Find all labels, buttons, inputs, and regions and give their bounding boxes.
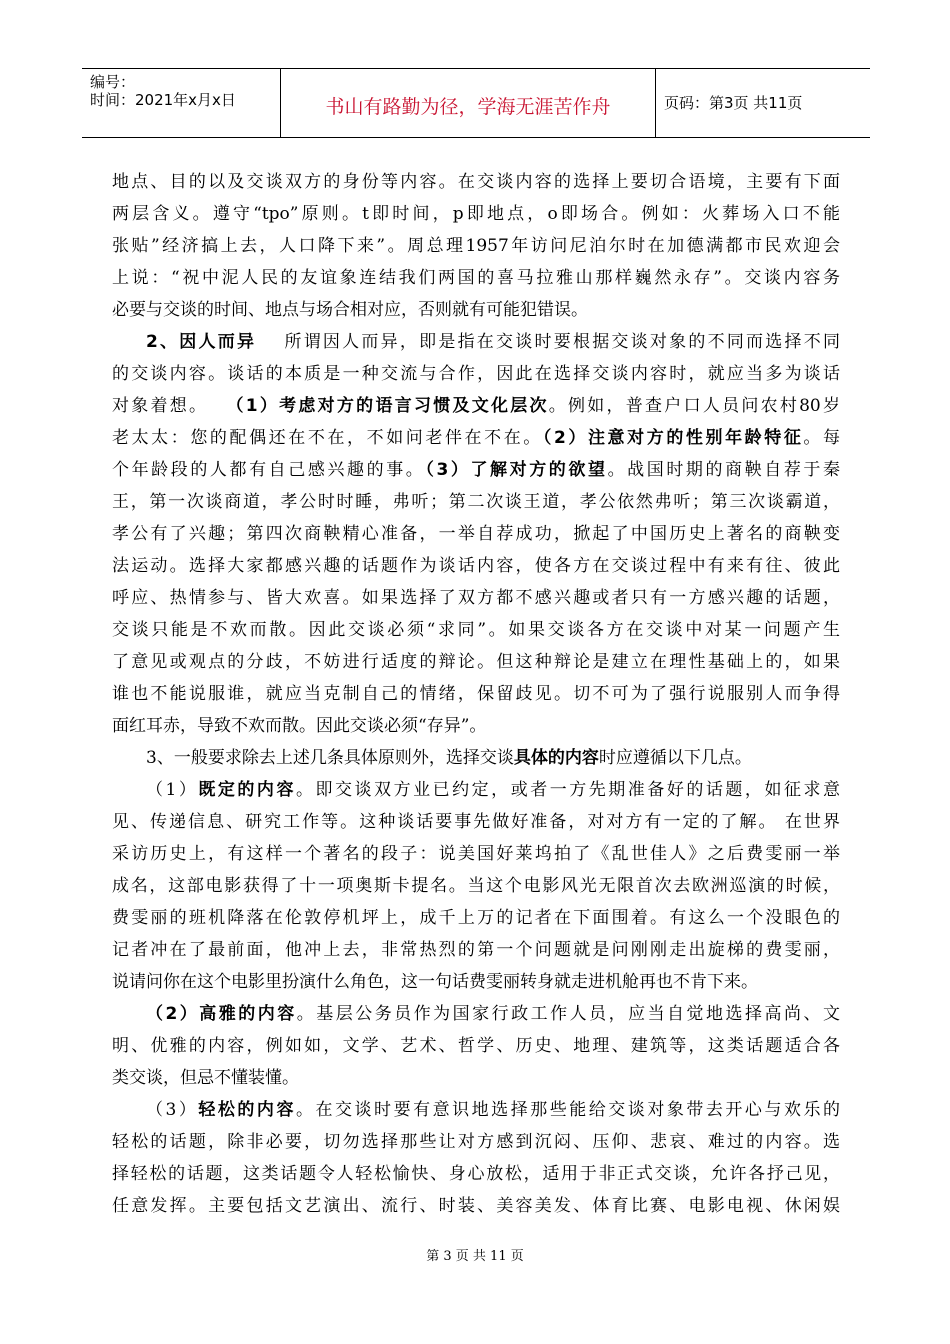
body-line: 上说：“祝中泥人民的友谊象连结我们两国的喜马拉雅山那样巍然永存”。交谈内容务 <box>112 268 840 288</box>
section-2-line <box>146 328 840 356</box>
body-line: 任意发挥。主要包括文艺演出、流行、时装、美容美发、体育比赛、电影电视、休闲娱 <box>112 1196 840 1216</box>
body-line: 法运动。选择大家都感兴趣的话题作为谈话内容，使各方在交谈过程中有来有往、彼此 <box>112 556 840 576</box>
section-2-text: 所谓因人而异，即是指在交谈时要根据交谈对象的不同而选择不同 <box>282 332 840 352</box>
point-language-habits: （1）考虑对方的语言习惯及文化层次 <box>224 396 549 416</box>
body-line: 交谈只能是不欢而散。因此交谈必须“求同”。如果交谈各方在交谈中对某一问题产生 <box>112 620 840 640</box>
body-line: 谁也不能说服谁，就应当克制自己的情绪，保留歧见。切不可为了强行说服别人而争得 <box>112 684 840 704</box>
body-line: 地点、目的以及交谈双方的身份等内容。在交谈内容的选择上要切合语境，主要有下面 <box>112 172 840 192</box>
subpoint-2-line: （2）高雅的内容。基层公务员作为国家行政工作人员，应当自觉地选择高尚、文 <box>146 1004 840 1024</box>
body-line: 的交谈内容。谈话的本质是一种交流与合作，因此在选择交谈内容时，就应当多为谈话 <box>112 364 840 384</box>
body-line: 孝公有了兴趣；第四次商鞅精心准备，一举自荐成功，掀起了中国历史上著名的商鞅变 <box>112 524 840 544</box>
body-line: 费雯丽的班机降落在伦敦停机坪上，成千上万的记者在下面围着。有这么一个没眼色的 <box>112 908 840 928</box>
document-number-label: 编号： <box>90 73 136 91</box>
section-3-line: 3、一般要求除去上述几条具体原则外，选择交谈具体的内容时应遵循以下几点。 <box>146 748 752 768</box>
body-line: 王，第一次谈商道，孝公时时睡，弗听；第二次谈王道，孝公依然弗听；第三次谈霸道， <box>112 492 840 512</box>
body-line: 见、传递信息、研究工作等。这种谈话要事先做好准备，对对方有一定的了解。 在世界 <box>112 812 840 832</box>
body-line: 成名，这部电影获得了十一项奥斯卡提名。当这个电影风光无限首次去欧洲巡演的时候， <box>112 876 840 896</box>
specific-content-term: 具体的内容 <box>513 748 599 768</box>
body-line: 轻松的话题，除非必要，切勿选择那些让对方感到沉闷、压仰、悲哀、难过的内容。选 <box>112 1132 840 1152</box>
subpoint-2-heading: （2）高雅的内容 <box>146 1004 297 1024</box>
body-line: 面红耳赤，导致不欢而散。因此交谈必须“存异”。 <box>112 716 487 736</box>
subpoint-3-line: （3）轻松的内容。在交谈时要有意识地选择那些能给交谈对象带去开心与欢乐的 <box>146 1100 840 1120</box>
point-gender-age: （2）注意对方的性别年龄特征 <box>542 428 804 448</box>
header-motto: 书山有路勤为径，学海无涯苦作舟 <box>325 96 611 118</box>
body-line: 说请问你在这个电影里扮演什么角色，这一句话费雯丽转身就走进机舱再也不肯下来。 <box>112 972 758 992</box>
body-line: 类交谈，但忌不懂装懂。 <box>112 1068 299 1088</box>
body-line: 记者冲在了最前面，他冲上去，非常热烈的第一个问题就是问刚刚走出旋梯的费雯丽， <box>112 940 840 960</box>
body-line: 呼应、热情参与、皆大欢喜。如果选择了双方都不感兴趣或者只有一方感兴趣的话题， <box>112 588 840 608</box>
body-line: 对象着想。 （1）考虑对方的语言习惯及文化层次。例如，普查户口人员问农村80岁 <box>112 396 840 416</box>
section-2-heading: 2、因人而异 <box>146 332 257 352</box>
body-line: 明、优雅的内容，例如如，文学、艺术、哲学、历史、地理、建筑等，这类话题适合各 <box>112 1036 840 1056</box>
header-left-cell <box>82 69 281 137</box>
header-page-label: 页码：第3页 共11页 <box>664 94 803 112</box>
body-line: 两层含义。遵守“tpo”原则。t即时间，p即地点，o即场合。例如：火葬场入口不能 <box>112 204 840 224</box>
document-time-label: 时间：2021年x月x日 <box>90 91 236 109</box>
page-footer: 第 3 页 共 11 页 <box>426 1249 524 1264</box>
body-line: 老太太：您的配偶还在不在，不如问老伴在不在。（2）注意对方的性别年龄特征。每 <box>112 428 840 448</box>
subpoint-1-heading: 既定的内容 <box>198 780 296 800</box>
header-right-cell <box>656 69 870 137</box>
body-line: 张贴”经济搞上去，人口降下来”。周总理1957年访问尼泊尔时在加德满都市民欢迎会 <box>112 236 840 256</box>
point-desires: （3）了解对方的欲望 <box>425 460 608 480</box>
body-line: 必要与交谈的时间、地点与场合相对应，否则就有可能犯错误。 <box>112 300 588 320</box>
body-line: 个年龄段的人都有自己感兴趣的事。（3）了解对方的欲望。战国时期的商鞅自荐于秦 <box>112 460 840 480</box>
subpoint-3-heading: 轻松的内容 <box>198 1100 296 1120</box>
body-line: 了意见或观点的分歧，不妨进行适度的辩论。但这种辩论是建立在理性基础上的，如果 <box>112 652 840 672</box>
page-header <box>82 68 870 138</box>
body-line: 择轻松的话题，这类话题令人轻松愉快、身心放松，适用于非正式交谈，允许各抒己见， <box>112 1164 840 1184</box>
header-middle-cell <box>281 69 656 137</box>
body-line: 采访历史上，有这样一个著名的段子：说美国好莱坞拍了《乱世佳人》之后费雯丽一举 <box>112 844 840 864</box>
subpoint-1-line: （1）既定的内容。即交谈双方业已约定，或者一方先期准备好的话题，如征求意 <box>146 780 840 800</box>
